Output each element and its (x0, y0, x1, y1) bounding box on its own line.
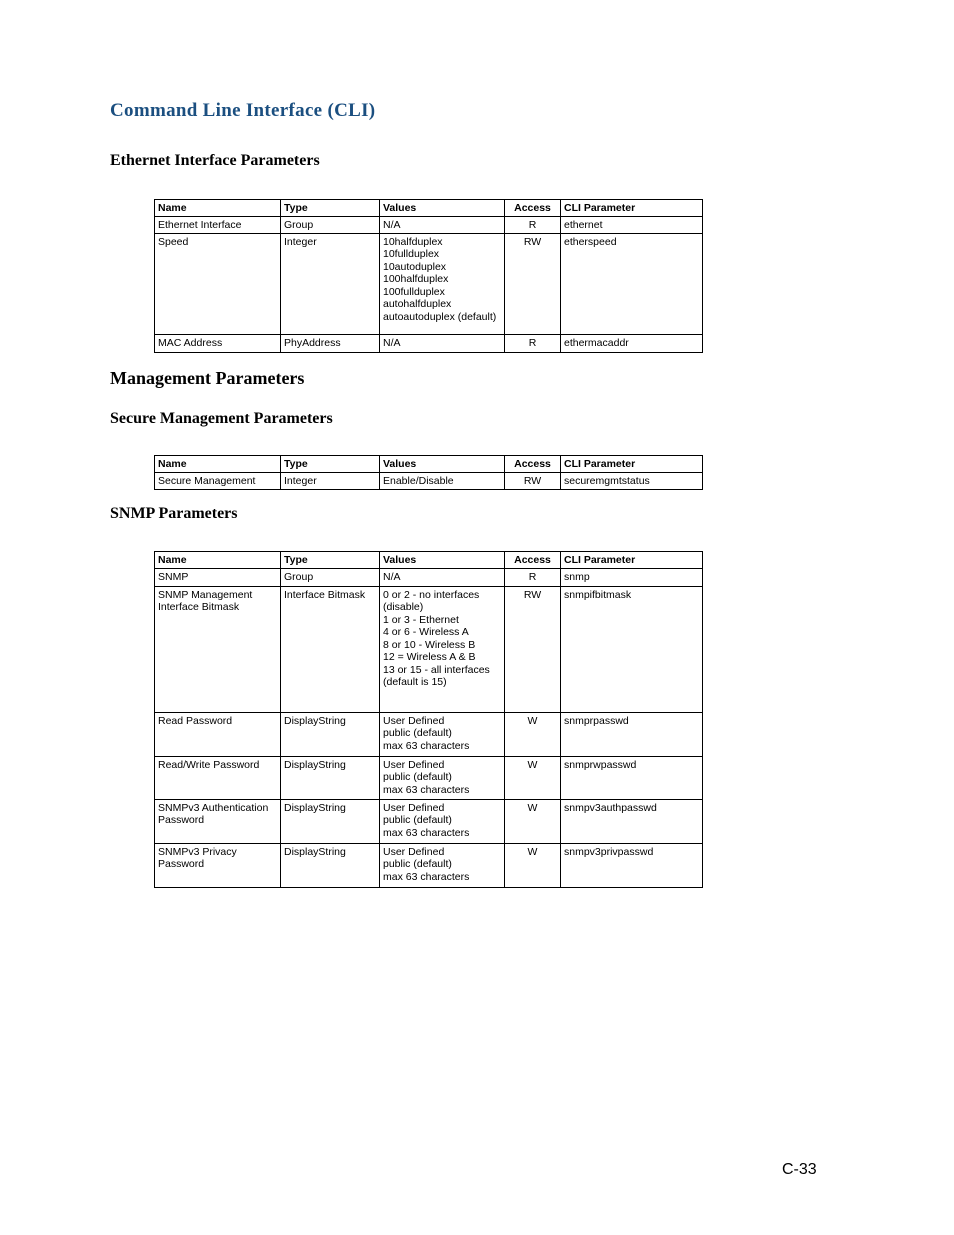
cell-line: max 63 characters (383, 870, 470, 883)
cell-type (281, 568, 380, 586)
table-row (155, 799, 703, 843)
column-header-type: Type (281, 456, 380, 473)
cell-cli: snmprpasswd (561, 712, 703, 756)
table-row (155, 216, 703, 233)
cell-line: 100fullduplex (383, 285, 445, 298)
cell-access: RW (505, 233, 561, 334)
cell-line: max 63 characters (383, 826, 470, 839)
cell-values (380, 843, 505, 887)
cell-values (380, 712, 505, 756)
management-heading: Management Parameters (110, 368, 305, 388)
cell-line: User Defined (383, 845, 445, 858)
cell-name (155, 472, 281, 489)
cell-name (155, 712, 281, 756)
table-header-row (155, 456, 703, 473)
cell-cli: etherspeed (561, 233, 703, 334)
cell-values (380, 472, 505, 489)
cell-cli: snmp (561, 568, 703, 586)
column-header-name: Name (155, 456, 281, 473)
cell-line: Integer (284, 474, 317, 487)
cell-cli: ethernet (561, 216, 703, 233)
cell-line: MAC Address (158, 336, 223, 349)
cell-line: 10halfduplex (383, 235, 443, 248)
cell-type (281, 756, 380, 799)
cell-line: 0 or 2 - no interfaces (383, 588, 480, 601)
cell-values (380, 334, 505, 352)
cell-access: R (505, 216, 561, 233)
cell-line: Interface Bitmask (284, 588, 366, 601)
cell-cli: snmpv3privpasswd (561, 843, 703, 887)
cell-line: PhyAddress (284, 336, 341, 349)
column-header-name: Name (155, 552, 281, 569)
cell-line: (disable) (383, 601, 424, 613)
column-header-name: Name (155, 200, 281, 217)
table-row (155, 233, 703, 334)
cell-values (380, 233, 505, 334)
cell-access: W (505, 756, 561, 799)
cell-line: Ethernet Interface (158, 218, 242, 231)
column-header-values: Values (380, 552, 505, 569)
cell-cli: snmprwpasswd (561, 756, 703, 799)
cell-name (155, 799, 281, 843)
cell-type (281, 586, 380, 712)
cell-line: 1 or 3 - Ethernet (383, 613, 459, 626)
cell-line: Read Password (158, 714, 233, 727)
column-header-access: Access (505, 552, 561, 569)
cell-line: SNMPv3 Privacy (158, 845, 237, 858)
cell-line: DisplayString (284, 758, 346, 771)
cell-values (380, 216, 505, 233)
cell-values (380, 799, 505, 843)
secure-management-heading: Secure Management Parameters (110, 410, 333, 427)
cell-line: public (default) (383, 858, 452, 870)
column-header-values: Values (380, 456, 505, 473)
cell-values (380, 586, 505, 712)
cell-line: Group (284, 570, 314, 583)
cell-line: 12 = Wireless A & B (383, 651, 476, 663)
cell-name (155, 843, 281, 887)
cell-line: 100halfduplex (383, 273, 449, 285)
table-row (155, 334, 703, 352)
column-header-cli-parameter: CLI Parameter (561, 200, 703, 217)
cell-line: Speed (158, 235, 189, 248)
cell-line: DisplayString (284, 714, 346, 727)
cell-line: max 63 characters (383, 739, 470, 752)
cell-name (155, 756, 281, 799)
cell-type (281, 712, 380, 756)
cell-type (281, 472, 380, 489)
cell-line: SNMPv3 Authentication (158, 801, 269, 814)
cell-type (281, 843, 380, 887)
cell-line: DisplayString (284, 845, 346, 858)
cell-cli: securemgmtstatus (561, 472, 703, 489)
cell-type (281, 216, 380, 233)
page-number: C-33 (782, 1161, 817, 1178)
cell-cli: snmpv3authpasswd (561, 799, 703, 843)
cell-line: N/A (383, 336, 401, 349)
cell-type (281, 799, 380, 843)
cell-name (155, 233, 281, 334)
cell-line: 8 or 10 - Wireless B (383, 638, 476, 651)
table-header-row (155, 552, 703, 569)
table-row (155, 712, 703, 756)
cell-type (281, 233, 380, 334)
table-header-row (155, 200, 703, 217)
cell-line: 10fullduplex (383, 248, 440, 260)
cell-line: Password (158, 858, 205, 870)
cell-line: N/A (383, 218, 401, 231)
cell-access: W (505, 712, 561, 756)
column-header-cli-parameter: CLI Parameter (561, 456, 703, 473)
cell-line: public (default) (383, 771, 452, 783)
cell-access: RW (505, 472, 561, 489)
cell-line: 4 or 6 - Wireless A (383, 626, 469, 638)
cell-name (155, 568, 281, 586)
page-title: Command Line Interface (CLI) (110, 100, 376, 121)
column-header-type: Type (281, 200, 380, 217)
cell-access: R (505, 334, 561, 352)
column-header-cli-parameter: CLI Parameter (561, 552, 703, 569)
cell-line: Enable/Disable (383, 474, 454, 487)
table-row (155, 472, 703, 489)
cell-line: SNMP (158, 570, 189, 583)
cell-line: 13 or 15 - all interfaces (383, 663, 490, 676)
snmp-heading: SNMP Parameters (110, 505, 238, 522)
cell-cli: snmpifbitmask (561, 586, 703, 712)
column-header-values: Values (380, 200, 505, 217)
cell-line: Interface Bitmask (158, 601, 240, 613)
table-row (155, 586, 703, 712)
column-header-type: Type (281, 552, 380, 569)
cell-line: Password (158, 814, 205, 826)
cell-line: SNMP Management (158, 588, 253, 601)
cell-access: RW (505, 586, 561, 712)
cell-line: DisplayString (284, 801, 346, 814)
cell-line: autoautoduplex (default) (383, 310, 497, 323)
ethernet-heading: Ethernet Interface Parameters (110, 152, 320, 169)
cell-access: W (505, 843, 561, 887)
cell-line: N/A (383, 570, 401, 583)
cell-access: R (505, 568, 561, 586)
cell-name (155, 334, 281, 352)
cell-line: (default is 15) (383, 676, 447, 688)
column-header-access: Access (505, 456, 561, 473)
cell-line: Secure Management (158, 474, 256, 487)
cell-values (380, 568, 505, 586)
snmp-parameters-table (154, 551, 703, 888)
cell-cli: ethermacaddr (561, 334, 703, 352)
table-row (155, 568, 703, 586)
cell-type (281, 334, 380, 352)
cell-line: User Defined (383, 758, 445, 771)
column-header-access: Access (505, 200, 561, 217)
cell-line: max 63 characters (383, 783, 470, 796)
secure-management-parameters-table (154, 455, 703, 490)
cell-line: 10autoduplex (383, 260, 447, 273)
cell-line: public (default) (383, 814, 452, 826)
ethernet-parameters-table (154, 199, 703, 353)
cell-line: Group (284, 218, 314, 231)
cell-line: public (default) (383, 727, 452, 739)
cell-line: autohalfduplex (383, 298, 452, 310)
table-row (155, 843, 703, 887)
cell-line: Read/Write Password (158, 758, 260, 771)
cell-line: User Defined (383, 801, 445, 814)
cell-line: User Defined (383, 714, 445, 727)
cell-name (155, 586, 281, 712)
cell-name (155, 216, 281, 233)
cell-access: W (505, 799, 561, 843)
cell-line: Integer (284, 235, 317, 248)
cell-values (380, 756, 505, 799)
table-row (155, 756, 703, 799)
